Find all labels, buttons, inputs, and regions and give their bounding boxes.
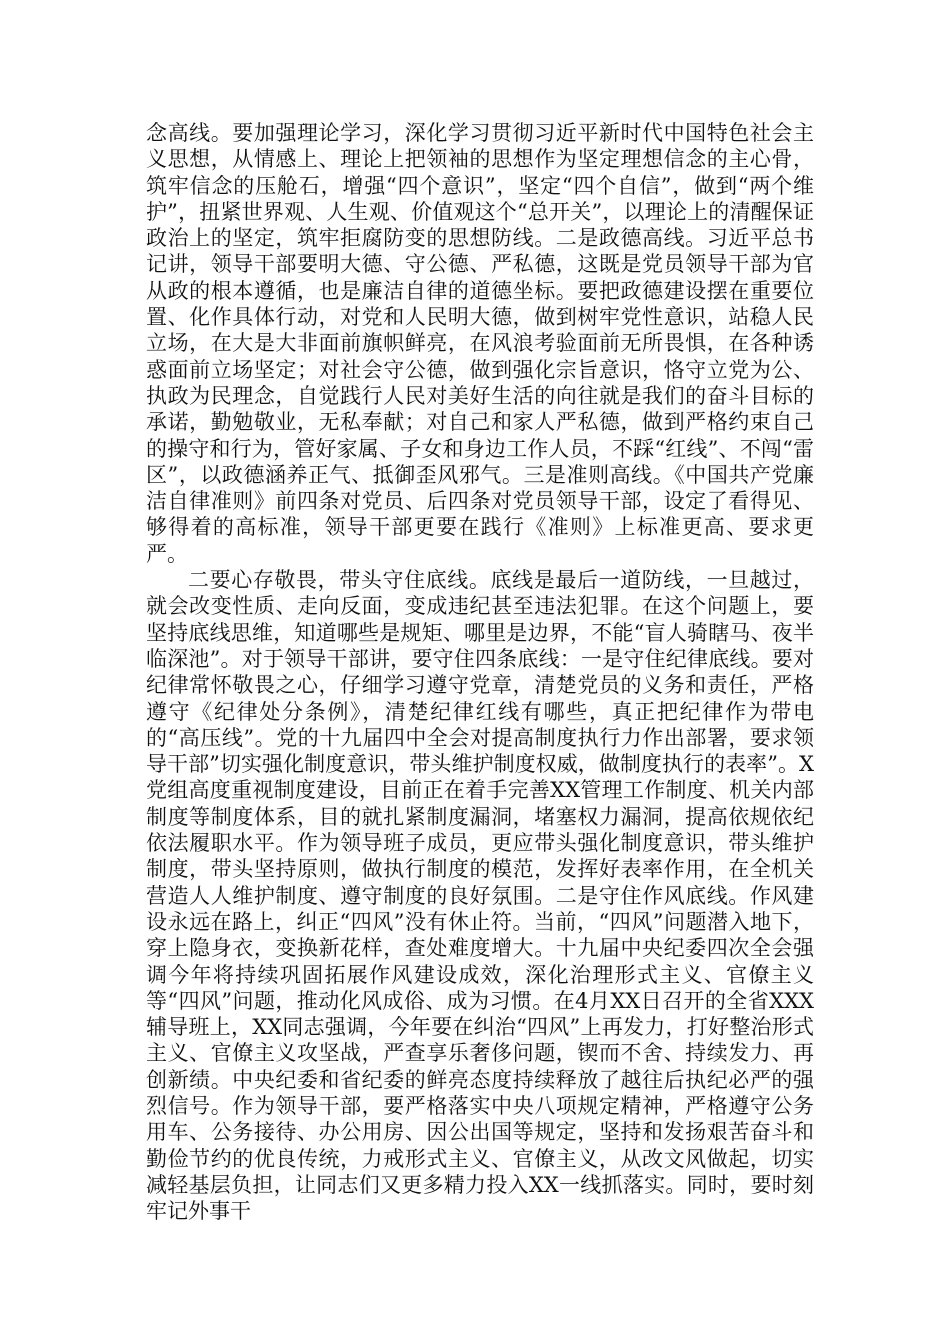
paragraph-1: 念高线。要加强理论学习，深化学习贯彻习近平新时代中国特色社会主义思想，从情感上、理论上把领袖的思想作为坚定理想信念的主心骨，筑牢信念的压舱石，增强“四个意识”，坚定“四个自信”，做到“两个维护”，扭紧世界观、人生观、价值观这个“总开关”，以理论上的清醒保证政治上的坚定，筑牢拒腐防变的思想防线。二是政德高线。习近平总书记讲，领导干部要明大德、守公德、严私德，这既是党员领导干部为官从政的根本遵循，也是廉洁自律的道德坐标。要把政德建设摆在重要位置、化作具体行动，对党和人民明大德，做到树牢党性意识，站稳人民立场，在大是大非面前旗帜鲜亮，在风浪考验面前无所畏惧，在各种诱惑面前立场坚定；对社会守公德，做到强化宗旨意识，恪守立党为公、执政为民理念，自觉践行人民对美好生活的向往就是我们的奋斗目标的承诺，勤勉敬业，无私奉献；对自己和家人严私德，做到严格约束自己的操守和行为，管好家属、子女和身边工作人员，不踩“红线”、不闯“雷区”，以政德涵养正气、抵御歪风邪气。三是准则高线。《中国共产党廉洁自律准则》前四条对党员、后四条对党员领导干部，设定了看得见、够得着的高标准，领导干部更要在践行《准则》上标准更高、要求更严。 (146, 121, 814, 566)
document-page (146, 120, 814, 1224)
paragraph-2: 二要心存敬畏，带头守住底线。底线是最后一道防线，一旦越过，就会改变性质、走向反面，变成违纪甚至违法犯罪。在这个问题上，要坚持底线思维，知道哪些是规矩、哪里是边界，不能“盲人骑瞎马、夜半临深池”。对于领导干部讲，要守住四条底线：一是守住纪律底线。要对纪律常怀敬畏之心，仔细学习遵守党章，清楚党员的义务和责任，严格遵守《纪律处分条例》，清楚纪律红线有哪些，真正把纪律作为带电的“高压线”。党的十九届四中全会对提高制度执行力作出部署，要求领导干部”切实强化制度意识，带头维护制度权威，做制度执行的表率”。X党组高度重视制度建设，目前正在着手完善XX管理工作制度、机关内部制度等制度体系，目的就扎紧制度漏洞，堵塞权力漏洞，提高依规依纪依法履职水平。作为领导班子成员，更应带头强化制度意识，带头维护制度，带头坚持原则，做执行制度的模范，发挥好表率作用，在全机关营造人人维护制度、遵守制度的良好氛围。二是守住作风底线。作风建设永远在路上，纠正“四风”没有休止符。当前，“四风”问题潜入地下，穿上隐身衣，变换新花样，查处难度增大。十九届中央纪委四次全会强调今年将持续巩固拓展作风建设成效，深化治理形式主义、官僚主义等“四风”问题，推动化风成俗、成为习惯。在4月XX日召开的全省XXX辅导班上，XX同志强调，今年要在纠治“四风”上再发力，打好整治形式主义、官僚主义攻坚战，严查享乐奢侈问题，锲而不舍、持续发力、再创新绩。中央纪委和省纪委的鲜亮态度持续释放了越往后执纪必严的强烈信号。作为领导干部，要严格落实中央八项规定精神，严格遵守公务用车、公务接待、办公用房、因公出国等规定，坚持和发扬艰苦奋斗和勤俭节约的优良传统，力戒形式主义、官僚主义，从改文风做起，切实减轻基层负担，让同志们又更多精力投入XX一线抓落实。同时，要时刻牢记外事干 (146, 568, 814, 1224)
